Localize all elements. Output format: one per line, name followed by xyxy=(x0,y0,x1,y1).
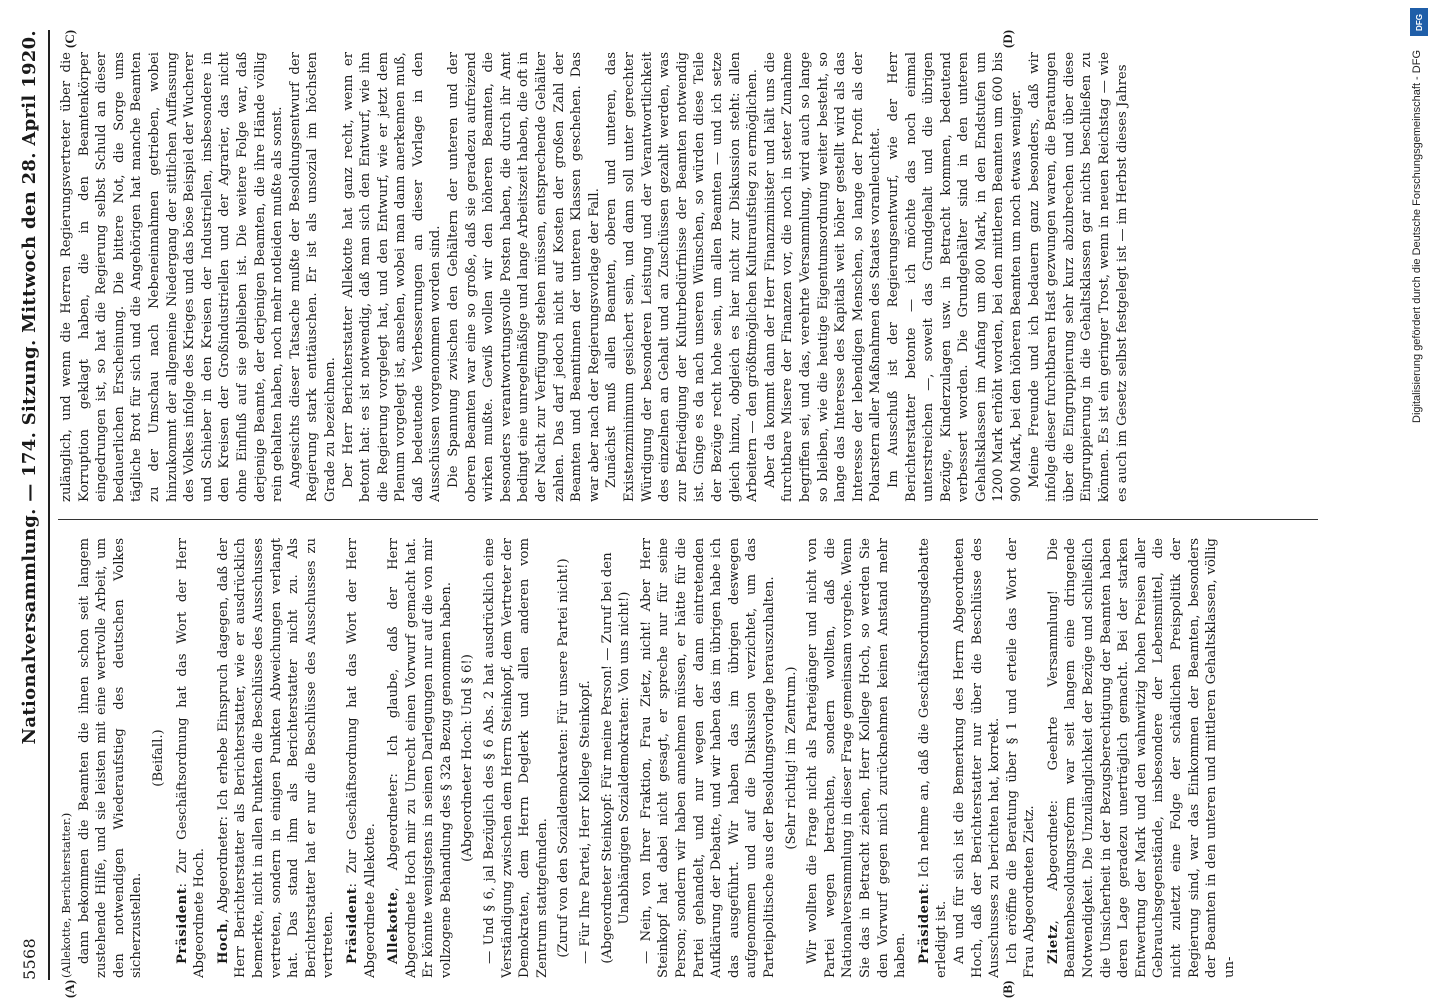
paragraph: Wir wollten die Frage nicht als Parteigänger und nicht von Partei wegen betrachten, sondern wollten, daß die Nationalversammlung in dieser Frage gemeinsam vorgehe. Wenn Sie das in Betracht ziehen, Herr Kollege Hoch, so werden Sie den Vorwurf gegen mich zurücknehmen keinen Anstand mehr haben. xyxy=(805,538,909,978)
dfg-logo xyxy=(1410,8,1428,36)
column-divider xyxy=(58,519,1318,520)
paragraph: Aber da kommt dann der Herr Finanzminister und hält uns die furchtbare Misere der Finanzen vor, die noch in steter Zunahme begriffen sei, und das, verehrte Versammlung, wird auch so lange so bleiben, wie die heutige Eigentumsordnung weiter besteht, so lange das Interesse des Kapitals weit höher gestellt wird als das Interesse der lebendigen Menschen, so lange der Profit als der Polarstern aller Maßnahmen des Staates voranleuchtet. xyxy=(762,52,884,502)
left-text-column xyxy=(58,538,1318,978)
paragraph: Angesichts dieser Tatsache mußte der Besoldungsentwurf der Regierung stark enttäuschen. Er ist als unsozial im höchsten Grade zu bezeichnen. xyxy=(287,52,338,502)
paragraph: Im Ausschuß ist der Regierungsentwurf, wie der Herr Berichterstatter betonte — ich möchte das noch einmal unterstreichen —, soweit das Grundgehalt und die übrigen Bezüge, Kinderzulagen usw. in Betracht kommen, bedeutend verbessert worden. Die Grundgehälter sind in den unteren Gehaltsklassen im Anfang um 800 Mark, in den Endstufen um 1200 Mark erhöht worden, bei den mittleren Beamten um 600 bis 900 Mark, bei den höheren Beamten um noch etwas weniger. xyxy=(885,52,1025,502)
credit-text: Digitalisierung gefördert durch die Deutsche Forschungsgemeinschaft - DFG xyxy=(1411,50,1423,423)
page-header xyxy=(14,30,44,980)
interjection: (Sehr richtig! im Zentrum.) xyxy=(783,666,799,850)
speech-paragraph: Präsident: Zur Geschäftsordnung hat das Wort der Herr Abgeordnete Hoch. xyxy=(174,538,208,978)
speech-paragraph: Präsident: Zur Geschäftsordnung hat das Wort der Herr Abgeordnete Allekotte. xyxy=(344,538,378,978)
paragraph: Zunächst muß allen Beamten, oberen und unteren, das Existenzminimum gesichert sein, und dann soll unter gerechter Würdigung der besonderen Leistung und der Verantwortlichkeit des einzelnen an Gehalt und an Zuschüssen gezahlt werden, was zur Befriedigung der Kulturbedürfnisse der Beamten notwendig ist. Ginge es da nach unseren Wünschen, so würden diese Teile der Bezüge recht hohe sein, um allen Beamten — und ich setze gleich hinzu, obgleich es hier nicht zur Diskussion steht: allen Arbeitern — den größtmöglichen Kulturaufstieg zu ermöglichen. xyxy=(604,52,761,502)
paragraph: dann bekommen die Beamten die ihnen schon seit langem zustehende Hilfe, und sie leisten mit eine wertvolle Arbeit, um den notwendigen Wiederaufstieg des deutschen Volkes sicherzustellen. xyxy=(76,538,145,978)
speaker-name: Hoch xyxy=(215,922,231,964)
right-text-column xyxy=(58,52,1318,502)
paragraph: zulänglich, und wenn die Herren Regierungsvertreter über die Korruption geklagt haben, die in den Beamtenkörper eingedrungen ist, so hat die Regierung selbst Schuld an dieser bedauerlichen Erscheinung. Die bittere Not, die Sorge ums tägliche Brot für sich und die Angehörigen hat manche Beamten zu der Umschau nach Nebeneinnahmen getrieben, wobei hinzukommt der allgemeine Niedergang der sittlichen Auffassung des Volkes infolge des Krieges und das böse Beispiel der Wucherer und Schieber in den Kreisen der Industriellen, insbesondere in den Kreisen der Großindustriellen und der Agrarier, das nicht ohne Einfluß auf sie geblieben ist. Die weitere Folge war, daß derjenige Beamte, der derjenigen Beamten, die ihre Hände völlig rein gehalten haben, noch mehr notleiden mußte als sonst. xyxy=(59,52,286,502)
margin-label-c: (C) xyxy=(62,29,77,48)
digitization-credit xyxy=(1406,6,1428,994)
interjection: (Abgeordneter Steinkopf: Für meine Person! — Zuruf bei den Unabhängigen Sozialdemokraten: Von uns nicht!) xyxy=(599,552,633,964)
speech-paragraph: Zietz, Abgeordnete: Geehrte Versammlung! Die Beamtenbesoldungsreform war seit langem eine dringende Notwendigkeit. Die Unzulänglichkeit der Bezüge und schließlich die Unsicherheit in der Bezugsberechtigung der Beamten haben deren Lage geradezu unerträglich gemacht. Bei der starken Entwertung der Mark und den wahnwitzig hohen Preisen aller Gebrauchsgegenstände, insbesondere der Lebensmittel, die nicht zuletzt eine Folge der schädlichen Preispolitik der Regierung sind, war das Einkommen der Beamten, besonders der Beamten in den unteren und mittleren Gehaltsklassen, völlig un- xyxy=(1045,538,1237,978)
paragraph: Die Spannung zwischen den Gehältern der unteren und der oberen Beamten war eine so große, daß sie geradezu aufreizend wirken mußte. Gewiß wollen wir den höheren Beamten, die besonders verantwortungsvolle Posten haben, die durch ihr Amt bedingt eine unregelmäßige und lange Arbeitszeit haben, die oft in der Nacht zur Verfügung stehen müssen, entsprechende Gehälter zahlen. Das darf jedoch nicht auf Kosten der großen Zahl der Beamten und Beamtinnen der unteren Klassen geschehen. Das war aber nach der Regierungsvorlage der Fall. xyxy=(446,52,602,502)
speaker-name: Allekotte xyxy=(386,891,402,964)
margin-label-a: (A) xyxy=(62,979,77,998)
paragraph: — Und § 6, jal Bezüglich des § 6 Abs. 2 hat ausdrücklich eine Verständigung zwischen dem Herrn Steinkopf, dem Vertreter der Demokraten, dem Herrn Deglerk und allen anderen vom Zentrum stattgefunden. xyxy=(482,538,550,978)
interjection: (Zuruf von den Sozialdemokraten: Für unsere Partei nicht!) xyxy=(556,558,572,958)
interjection: (Abgeordneter Hoch: Und § 6!) xyxy=(460,654,476,862)
paragraph: Ich eröffne die Beratung über § 1 und erteile das Wort der Frau Abgeordneten Zietz. xyxy=(1004,538,1038,978)
paragraph: — Nein, von Ihrer Fraktion, Frau Zietz, nicht! Aber Herr Steinkopf hat dabei nicht gesagt, er spreche nur für seine Person; sondern wir haben annehmen müssen, er hätte für die Partei gehandelt, und nur wegen der dann eintretenden Aufklärung der Debatte, und wir haben das im übrigen habe ich das ausgeführt. Wir haben das im übrigen deswegen aufgenommen und auf die Diskussion verzichtet, um das Parteipolitische aus der Besoldungsvorlage herauszuhalten. xyxy=(638,538,777,978)
margin-label-b: (B) xyxy=(1000,980,1015,998)
paragraph: An und für sich ist die Bemerkung des Herrn Abgeordneten Hoch, daß der Berichterstatter nur über die Beschlüsse des Ausschusses zu berichten hat, korrekt. xyxy=(951,538,1003,978)
speech-paragraph: Allekotte, Abgeordneter: Ich glaube, daß der Herr Abgeordnete Hoch mir zu Unrecht einen Vorwurf gemacht hat. Er könnte wenigstens in seinen Darlegungen nur auf die von mir vollzogene Behandlung des § 32a Bezug genommen haben. xyxy=(386,538,454,978)
speaker-name: Präsident xyxy=(174,887,190,964)
paragraph: Meine Freunde und ich bedauern ganz besonders, daß wir infolge dieser furchtbaren Hast gezwungen waren, die Beratungen über die Eingruppierung sehr kurz abzubrechen und über diese Eingruppierung in die Gehaltsklassen gar nichts beschließen zu können. Es ist ein geringer Trost, wenn in neuen Reichstag — wie es auch im Gesetz selbst festgelegt ist — im Herbst dieses Jahres xyxy=(1026,52,1130,502)
header-rule xyxy=(48,30,50,980)
page-number: 5568 xyxy=(19,938,39,980)
speaker-name: Präsident xyxy=(344,887,360,964)
paragraph: — Für Ihre Partei, Herr Kollege Steinkopf. xyxy=(578,680,594,964)
speech-paragraph: Präsident: Ich nehme an, daß die Geschäftsordnungsdebatte erledigt ist. xyxy=(916,538,950,978)
margin-label-d: (D) xyxy=(1000,29,1015,48)
page-title: Nationalversammlung. — 174. Sitzung. Mittwoch den 28. April 1920. xyxy=(18,30,40,745)
speaker-name: Zietz xyxy=(1045,924,1061,964)
dfg-logo-text: DFG xyxy=(1414,13,1424,31)
speaker-name: Präsident xyxy=(916,887,932,964)
paragraph: Der Herr Berichterstatter Allekotte hat ganz recht, wenn er betont hat: es ist notwendig, daß man sich den Entwurf, wie ihn die Regierung vorgelegt hat, und den Entwurf, wie er jetzt dem Plenum vorgelegt ist, ansehen, wobei man dann anerkennen muß, daß bedeutende Verbesserungen an dieser Vorlage in den Ausschüssen vorgenommen worden sind. xyxy=(340,52,444,502)
running-speaker-note: (Allekotte, Berichterstatter.) xyxy=(59,812,73,978)
speech-paragraph: Hoch, Abgeordneter: Ich erhebe Einspruch dagegen, daß der Herr Berichterstatter als Berichterstatter, wie er ausdrücklich bemerkte, nicht in allen Punkten die Beschlüsse des Ausschusses vertreten, sondern in einigen Punkten Abweichungen verlangt hat. Das stand ihm als Berichterstatter nicht zu. Als Berichterstatter hat er nur die Beschlüsse des Ausschusses zu vertreten. xyxy=(215,538,337,978)
interjection: (Beifall.) xyxy=(150,729,166,787)
